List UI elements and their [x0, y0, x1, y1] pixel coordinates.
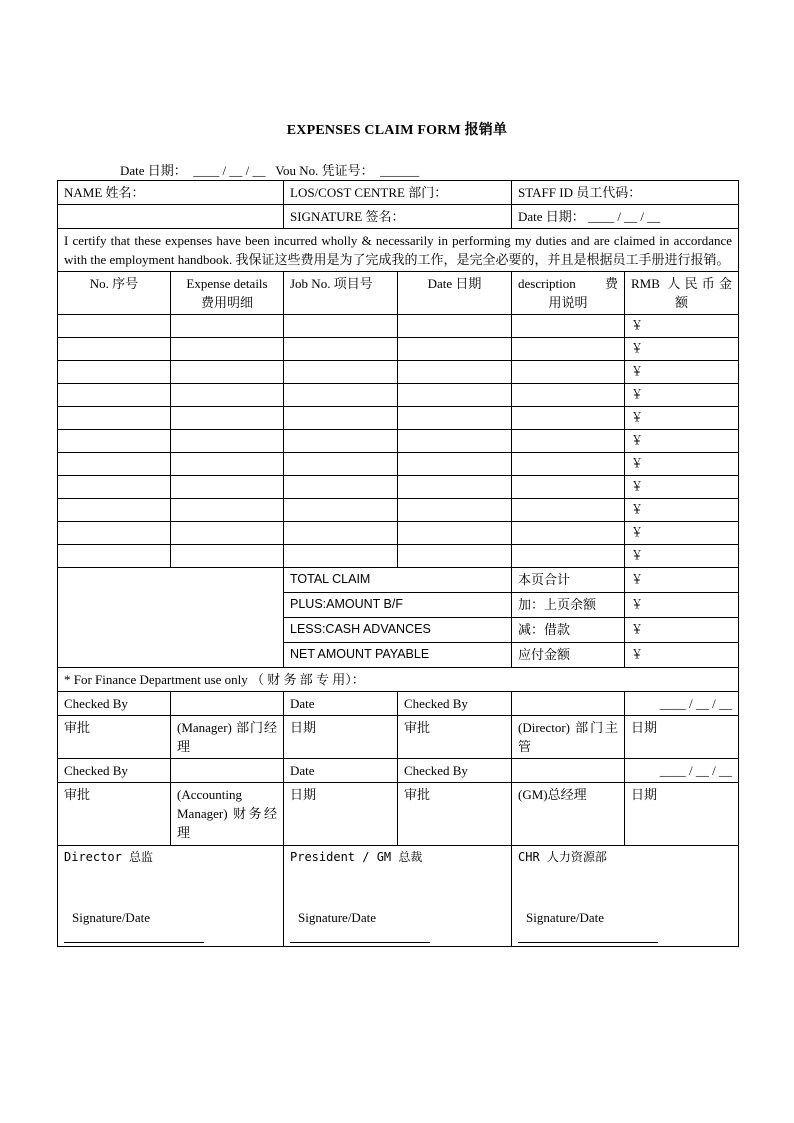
item-amount-cell[interactable]: ￥ — [625, 453, 739, 476]
item-date-cell[interactable] — [398, 522, 512, 545]
col-rmb-cn: 额 — [675, 295, 689, 310]
info-date-field[interactable] — [512, 205, 739, 229]
signature-date-label: Signature/Date — [298, 910, 376, 925]
checked-by-value[interactable] — [171, 759, 284, 783]
item-date-cell[interactable] — [398, 453, 512, 476]
chr-sign-title: CHR 人力资源部 — [518, 850, 607, 864]
item-no-cell[interactable] — [58, 522, 171, 545]
item-description-cell[interactable] — [512, 522, 625, 545]
checked-by-value[interactable] — [171, 692, 284, 716]
accounting-manager-label: (Accounting Manager) 财务经理 — [171, 783, 284, 846]
col-rmb-en: RMB 人民币金 — [631, 276, 733, 291]
item-amount-cell[interactable]: ￥ — [625, 545, 739, 568]
approve-label: 审批 — [58, 716, 171, 759]
item-date-cell[interactable] — [398, 361, 512, 384]
cash-advances-label: LESS:CASH ADVANCES — [284, 618, 512, 643]
signature-line — [290, 942, 430, 943]
col-description — [512, 272, 625, 315]
col-expense-cn: 费用明细 — [200, 295, 253, 310]
item-expense-cell[interactable] — [171, 315, 284, 338]
cash-advances-amount[interactable]: ￥ — [625, 618, 739, 643]
item-expense-cell[interactable] — [171, 522, 284, 545]
item-job-cell[interactable] — [284, 361, 398, 384]
item-amount-cell[interactable]: ￥ — [625, 361, 739, 384]
signature-row — [58, 846, 739, 947]
president-sign-title: President / GM 总裁 — [290, 850, 423, 864]
director-label: (Director) 部门主管 — [512, 716, 625, 759]
approve-date-label: 日期 — [625, 783, 739, 846]
item-amount-cell[interactable]: ￥ — [625, 384, 739, 407]
item-no-cell[interactable] — [58, 338, 171, 361]
signature-date-label: Signature/Date — [526, 910, 604, 925]
table-row — [58, 361, 739, 384]
item-description-cell[interactable] — [512, 545, 625, 568]
item-amount-cell[interactable]: ￥ — [625, 476, 739, 499]
column-header-row — [58, 272, 739, 315]
chr-signature-box[interactable] — [512, 846, 739, 947]
item-description-cell[interactable] — [512, 430, 625, 453]
item-job-cell[interactable] — [284, 545, 398, 568]
col-no: No. 序号 — [58, 272, 171, 315]
item-no-cell[interactable] — [58, 384, 171, 407]
amount-bf-label: PLUS:AMOUNT B/F — [284, 593, 512, 618]
total-claim-row — [58, 568, 739, 593]
item-expense-cell[interactable] — [171, 499, 284, 522]
table-row — [58, 315, 739, 338]
item-job-cell[interactable] — [284, 407, 398, 430]
item-expense-cell[interactable] — [171, 338, 284, 361]
table-row — [58, 476, 739, 499]
check-date-blank[interactable]: ____ / __ / __ — [625, 759, 739, 783]
item-expense-cell[interactable] — [171, 407, 284, 430]
table-row — [58, 384, 739, 407]
check-date-label: Date — [284, 759, 398, 783]
check-date-label: Date — [284, 692, 398, 716]
approve-date-label: 日期 — [625, 716, 739, 759]
checked-by-label: Checked By — [58, 759, 171, 783]
item-job-cell[interactable] — [284, 430, 398, 453]
approve-label: 审批 — [398, 716, 512, 759]
director-sign-title: Director 总监 — [64, 850, 154, 864]
amount-bf-amount[interactable]: ￥ — [625, 593, 739, 618]
approve-row-2 — [58, 783, 739, 846]
approve-row-1 — [58, 716, 739, 759]
item-description-cell[interactable] — [512, 476, 625, 499]
check-row-1 — [58, 692, 739, 716]
total-claim-amount[interactable]: ￥ — [625, 568, 739, 593]
item-job-cell[interactable] — [284, 476, 398, 499]
col-job: Job No. 项目号 — [284, 272, 398, 315]
expense-form-table — [57, 180, 739, 947]
item-expense-cell[interactable] — [171, 453, 284, 476]
col-rmb — [625, 272, 739, 315]
table-row — [58, 522, 739, 545]
director-signature-box[interactable] — [58, 846, 284, 947]
item-expense-cell[interactable] — [171, 545, 284, 568]
item-expense-cell[interactable] — [171, 476, 284, 499]
col-desc-en: description 费 — [518, 276, 619, 291]
signature-field[interactable]: SIGNATURE 签名： — [284, 205, 512, 229]
item-date-cell[interactable] — [398, 476, 512, 499]
signature-date-label: Signature/Date — [72, 910, 150, 925]
manager-label: (Manager) 部门经理 — [171, 716, 284, 759]
item-date-cell[interactable] — [398, 315, 512, 338]
item-expense-cell[interactable] — [171, 430, 284, 453]
item-date-cell[interactable] — [398, 499, 512, 522]
voucher-label: Vou No. 凭证号： — [275, 163, 374, 178]
item-job-cell[interactable] — [284, 315, 398, 338]
checked-by-value[interactable] — [512, 759, 625, 783]
item-amount-cell[interactable]: ￥ — [625, 430, 739, 453]
check-date-blank[interactable]: ____ / __ / __ — [625, 692, 739, 716]
certify-row — [58, 229, 739, 272]
net-amount-label: NET AMOUNT PAYABLE — [284, 643, 512, 668]
item-no-cell[interactable] — [58, 499, 171, 522]
header-date-label: Date 日期： — [120, 163, 187, 178]
item-job-cell[interactable] — [284, 453, 398, 476]
item-no-cell[interactable] — [58, 453, 171, 476]
info-row-2 — [58, 205, 739, 229]
staff-id-field[interactable]: STAFF ID 员工代码： — [512, 181, 739, 205]
item-no-cell[interactable] — [58, 476, 171, 499]
header-date-blank[interactable]: ____ / __ / __ — [193, 163, 266, 178]
item-no-cell[interactable] — [58, 407, 171, 430]
president-signature-box[interactable] — [284, 846, 512, 947]
item-description-cell[interactable] — [512, 384, 625, 407]
item-expense-cell[interactable] — [171, 361, 284, 384]
cost-centre-field[interactable]: LOS/COST CENTRE 部门： — [284, 181, 512, 205]
item-amount-cell[interactable]: ￥ — [625, 499, 739, 522]
checked-by-label: Checked By — [58, 692, 171, 716]
item-description-cell[interactable] — [512, 361, 625, 384]
item-expense-cell[interactable] — [171, 384, 284, 407]
item-job-cell[interactable] — [284, 522, 398, 545]
voucher-blank[interactable]: ______ — [380, 163, 420, 178]
table-row — [58, 545, 739, 568]
item-no-cell[interactable] — [58, 315, 171, 338]
table-row — [58, 453, 739, 476]
item-description-cell[interactable] — [512, 499, 625, 522]
approve-date-label: 日期 — [284, 716, 398, 759]
col-date: Date 日期 — [398, 272, 512, 315]
item-description-cell[interactable] — [512, 315, 625, 338]
table-row — [58, 407, 739, 430]
item-description-cell[interactable] — [512, 407, 625, 430]
table-row — [58, 499, 739, 522]
name-field[interactable]: NAME 姓名： — [58, 181, 284, 205]
item-amount-cell[interactable]: ￥ — [625, 407, 739, 430]
item-no-cell[interactable] — [58, 361, 171, 384]
approve-label: 审批 — [398, 783, 512, 846]
item-amount-cell[interactable]: ￥ — [625, 315, 739, 338]
table-row — [58, 430, 739, 453]
col-expense-en: Expense details — [186, 276, 268, 291]
item-description-cell[interactable] — [512, 338, 625, 361]
item-job-cell[interactable] — [284, 384, 398, 407]
item-date-cell[interactable] — [398, 338, 512, 361]
item-description-cell[interactable] — [512, 453, 625, 476]
item-no-cell[interactable] — [58, 430, 171, 453]
col-desc-cn: 用说明 — [548, 295, 588, 310]
net-amount-cn: 应付金额 — [512, 643, 625, 668]
finance-note: * For Finance Department use only （ 财 务 部 专 用）： — [58, 668, 739, 692]
net-amount-amount[interactable]: ￥ — [625, 643, 739, 668]
item-amount-cell[interactable]: ￥ — [625, 338, 739, 361]
checked-by-label: Checked By — [398, 759, 512, 783]
total-claim-cn: 本页合计 — [512, 568, 625, 593]
info-row-1 — [58, 181, 739, 205]
approve-label: 审批 — [58, 783, 171, 846]
signature-line — [64, 942, 204, 943]
table-row — [58, 338, 739, 361]
form-title: EXPENSES CLAIM FORM 报销单 — [286, 123, 508, 138]
header-line — [120, 160, 419, 179]
cash-advances-cn: 减：借款 — [512, 618, 625, 643]
item-date-cell[interactable] — [398, 407, 512, 430]
item-job-cell[interactable] — [284, 338, 398, 361]
item-date-cell[interactable] — [398, 430, 512, 453]
finance-note-row — [58, 668, 739, 692]
name-value-field[interactable] — [58, 205, 284, 229]
item-amount-cell[interactable]: ￥ — [625, 522, 739, 545]
check-row-2 — [58, 759, 739, 783]
item-date-cell[interactable] — [398, 545, 512, 568]
signature-line — [518, 942, 658, 943]
totals-blank-area — [58, 568, 284, 668]
item-date-cell[interactable] — [398, 384, 512, 407]
col-expense — [171, 272, 284, 315]
info-date-blank: ____ / __ / __ — [588, 209, 661, 224]
gm-label: (GM)总经理 — [512, 783, 625, 846]
item-no-cell[interactable] — [58, 545, 171, 568]
checked-by-label: Checked By — [398, 692, 512, 716]
amount-bf-cn: 加：上页余额 — [512, 593, 625, 618]
info-date-label: Date 日期： — [518, 209, 585, 224]
item-job-cell[interactable] — [284, 499, 398, 522]
checked-by-value[interactable] — [512, 692, 625, 716]
certification-text: I certify that these expenses have been incurred wholly & necessarily in performing my duties and are claimed in accordance with the employment handbook. 我保证这些费用是为了完成我的工作，是完全必要的，并且是根据员工手册进行报销。 — [58, 229, 739, 272]
approve-date-label: 日期 — [284, 783, 398, 846]
total-claim-label: TOTAL CLAIM — [284, 568, 512, 593]
